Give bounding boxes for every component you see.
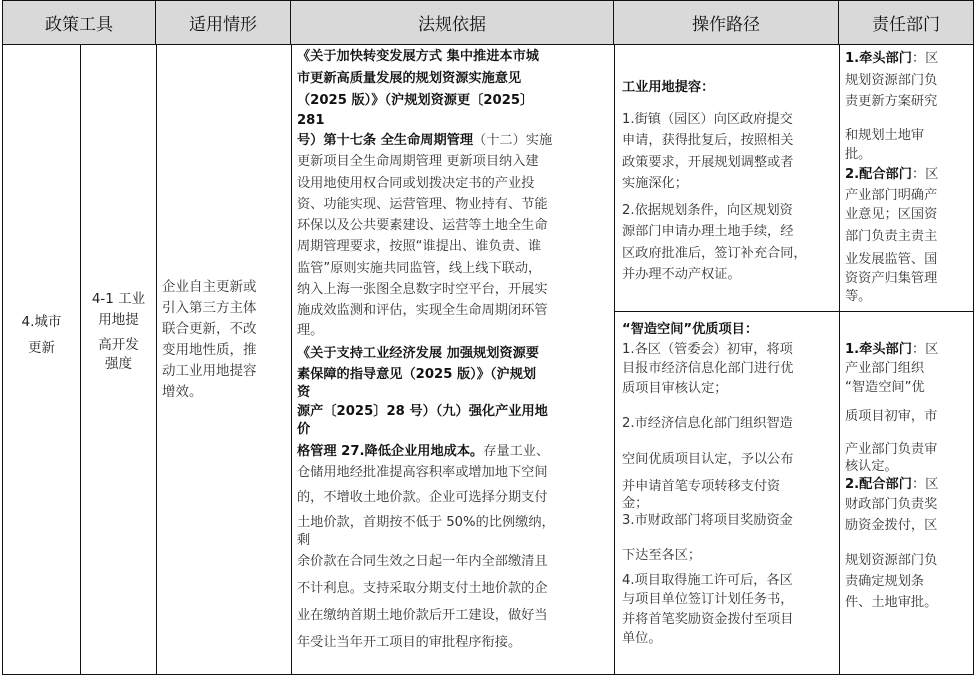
text-line: 实施深化；: [622, 176, 688, 191]
text-line: 纳入上海一张图全息数字时空平台，开展实: [297, 282, 548, 298]
policy-tool-category: [3, 309, 80, 361]
text-line: 的，不增收土地价款。企业可选择分期支付: [297, 489, 548, 505]
grid-line: [973, 45, 974, 675]
text-line: [845, 113, 973, 125]
doc2-title-line: 《关于支持工业经济发展 加强规划资源要: [297, 345, 539, 361]
text-line: 下达至各区；: [622, 548, 702, 563]
text-line: 变用地性质，推: [162, 342, 257, 358]
text-line: 等。: [845, 288, 872, 304]
lead-dept-text: ：区: [911, 342, 939, 357]
doc1-article: 号）第十七条 全生命周期管理: [297, 133, 474, 148]
section-title: 工业用地提容：: [622, 80, 715, 95]
text-line: 动工业用地提容: [162, 363, 257, 379]
operation-path-section2: [622, 320, 836, 649]
text-line: 高开发: [98, 337, 139, 353]
text-line: 强度: [105, 356, 132, 372]
text-line: 4-1 工业: [91, 291, 146, 307]
doc2-article: 格管理 27.降低企业用地成本。: [297, 443, 484, 459]
lead-dept-label: 1.牵头部门: [845, 51, 912, 66]
header-responsible-dept: 责任部门: [839, 0, 974, 45]
text-line: 申请，获得批复后，按照相关: [622, 133, 794, 148]
coop-dept-label: 2.配合部门: [845, 477, 912, 492]
responsible-dept-block1: [845, 48, 973, 305]
text-line: 年受让当年开工项目的审批程序衔接。: [297, 634, 522, 650]
text-line: [845, 475, 973, 494]
doc1-item: （十二）实施: [473, 133, 553, 148]
text-line: 联合更新，不改: [162, 321, 257, 337]
grid-line: [614, 311, 974, 312]
text-line: 土地价款，首期按不低于 50%的比例缴纳，: [297, 514, 555, 530]
doc1-title-line: （2025 版）》（沪规划资源更〔2025〕: [297, 93, 534, 108]
text-line: [845, 48, 973, 70]
text-line: 用地提: [98, 312, 139, 328]
text-line: 监管”原则实施共同监管，线上线下联动，: [297, 260, 542, 276]
doc2-title-line: 源产〔2025〕28 号）（九）强化产业用地: [297, 403, 548, 419]
path-step: [622, 200, 836, 286]
text-line: [845, 536, 973, 550]
scenario-text: [162, 277, 290, 403]
text-line: 核认定。: [845, 459, 898, 474]
text-line: 余价款在合同生效之日起一年内全部缴清且: [297, 553, 548, 569]
operation-path-section1: [622, 77, 836, 286]
legal-basis-text: [297, 46, 615, 657]
text-line: 环保以及公共要素建设、运营等土地全生命: [297, 218, 548, 234]
text-line: 1.街镇（园区）向区政府提交: [622, 111, 793, 127]
text-line: 责确定规划条: [845, 574, 925, 589]
text-line: 批。: [845, 147, 872, 162]
text-line: 引入第三方主体: [162, 300, 257, 316]
coop-dept-label: 2.配合部门: [845, 167, 912, 182]
grid-line: [156, 45, 157, 675]
text-line: 并办理不动产权证。: [622, 267, 741, 282]
text-line: 设用地使用权合同或划拨决定书的产业投: [297, 175, 535, 191]
text-line: 理。: [297, 322, 324, 338]
coop-dept-text: ：区: [911, 167, 939, 182]
header-policy-tool: 政策工具: [2, 0, 156, 45]
text-line: 规划资源部门负: [845, 72, 938, 88]
text-line: 规划资源部门负: [845, 553, 938, 568]
text-line: 部门负责主责主: [845, 228, 938, 244]
header-legal-basis: 法规依据: [291, 0, 614, 45]
text-line: 仓储用地经批准提高容积率或增加地下空间: [297, 464, 548, 480]
text-line: 资资产归集管理: [845, 270, 938, 286]
text-line: 产业部门组织: [845, 361, 925, 376]
text-line: “智造空间”优: [845, 380, 925, 395]
text-line: 单位。: [622, 631, 662, 646]
grid-line: [2, 674, 974, 675]
doc2-title-line: 价: [297, 421, 311, 437]
header-operation-path: 操作路径: [614, 0, 839, 45]
text-line: 不计利息。支持采取分期支付土地价款的企: [297, 580, 548, 596]
path-step: [622, 450, 836, 470]
text-line: [845, 164, 973, 186]
text-line: 更新: [28, 340, 55, 356]
lead-dept-text: ：区: [911, 51, 939, 66]
text-line: 4.城市: [21, 314, 62, 330]
path-step: [622, 546, 836, 566]
text-line: [845, 397, 973, 407]
doc2-title-line: 资: [297, 384, 311, 400]
path-step: [622, 109, 836, 195]
text-line: 周期管理要求，按照“谁提出、谁负责、谁: [297, 239, 542, 255]
lead-dept-label: 1.牵头部门: [845, 342, 912, 357]
path-step: [622, 340, 836, 399]
coop-dept-text: ：区: [911, 477, 939, 492]
grid-line: [291, 45, 292, 675]
path-step: [622, 511, 836, 531]
text-line: 目报市经济信息化部门进行优: [622, 361, 794, 376]
doc2-title-line: 素保障的指导意见（2025 版）》（沪规划: [297, 366, 537, 382]
text-line: 产业部门明确产: [845, 187, 938, 203]
doc2-body-start: 存量工业、: [483, 443, 550, 459]
doc2-title-line: [297, 441, 615, 462]
doc1-title-line: [297, 130, 615, 151]
text-line: 2.依据规划条件，向区规划资: [622, 202, 793, 218]
text-line: 2.市经济信息化部门组织智造: [622, 416, 793, 431]
text-line: 财政部门负责奖: [845, 497, 938, 512]
text-line: 业意见；区国资: [845, 206, 938, 222]
text-line: 与项目单位签订计划任务书，: [622, 592, 794, 607]
text-line: 资、功能实现、运营管理、物业持有、节能: [297, 196, 548, 212]
text-line: [845, 340, 973, 359]
grid-line: [839, 45, 840, 675]
doc1-title-line: 《关于加快转变发展方式 集中推进本市城: [297, 49, 539, 64]
text-line: 剩: [297, 532, 311, 548]
header-scenario: 适用情形: [156, 0, 291, 45]
text-line: 金；: [622, 495, 649, 511]
text-line: 业发展监管、国: [845, 251, 938, 267]
policy-tool-subcategory: [81, 289, 156, 372]
text-line: 并申请首笔专项转移支付资: [622, 479, 781, 494]
text-line: 4.项目取得施工许可后，各区: [622, 572, 793, 588]
text-line: 施成效监测和评估，实现全生命周期闭环管: [297, 303, 548, 319]
section-title: “智造空间”优质项目：: [622, 322, 759, 337]
doc1-title-line: 市更新高质量发展的规划资源实施意见: [297, 71, 522, 86]
doc1-title-line: 281: [297, 113, 325, 128]
text-line: 1.各区（管委会）初审，将项: [622, 341, 793, 357]
text-line: 质项目初审，市: [845, 409, 938, 424]
text-line: [845, 426, 973, 440]
text-line: 政策要求，开展规划调整或者: [622, 154, 794, 170]
text-line: 并将首笔奖励资金拨付至项目: [622, 611, 794, 627]
text-line: 企业自主更新或: [162, 279, 257, 295]
text-line: 空间优质项目认定，予以公布: [622, 451, 794, 467]
text-line: 质项目审核认定；: [622, 380, 728, 396]
text-line: 责更新方案研究: [845, 94, 938, 109]
text-line: 增效。: [162, 384, 203, 400]
text-line: 和规划土地审: [845, 127, 925, 143]
text-line: 3.市财政部门将项目奖励资金: [622, 512, 793, 528]
text-line: 励资金拨付，区: [845, 518, 938, 533]
responsible-dept-block2: [845, 340, 973, 613]
text-line: 件、土地审批。: [845, 595, 938, 610]
text-line: 区政府批准后，签订补充合同，: [622, 245, 807, 261]
path-step: [622, 571, 836, 649]
text-line: 更新项目全生命周期管理 更新项目纳入建: [297, 154, 539, 170]
text-line: 源部门申请办理土地手续，经: [622, 224, 794, 239]
path-step: [622, 414, 836, 434]
text-line: 业在缴纳首期土地价款后开工建设，做好当: [297, 607, 548, 623]
text-line: 产业部门负责审: [845, 442, 938, 457]
path-step: [622, 477, 836, 511]
